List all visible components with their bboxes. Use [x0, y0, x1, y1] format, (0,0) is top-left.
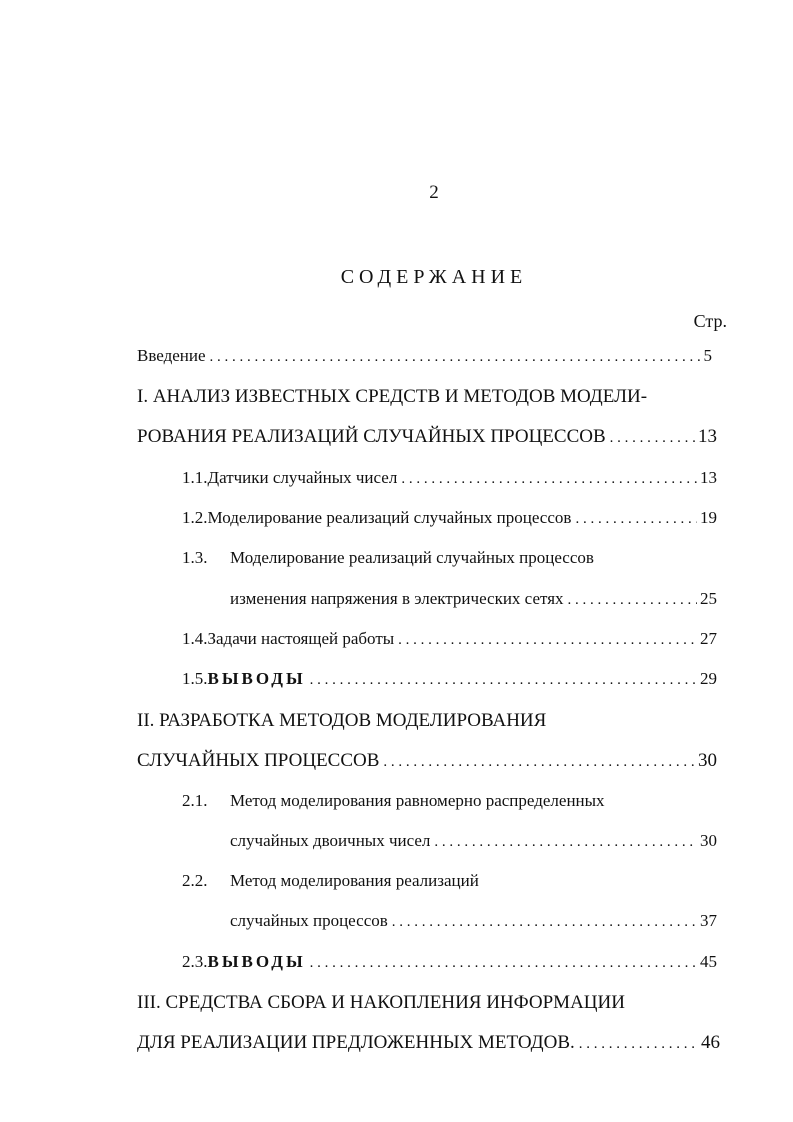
toc-entry-text: II. РАЗРАБОТКА МЕТОДОВ МОДЕЛИРОВАНИЯ: [137, 710, 547, 731]
toc-entry-2-1: [182, 791, 717, 817]
toc-entry-page: 13: [698, 426, 717, 447]
toc-entry-text: случайных двоичных чисел: [230, 831, 431, 850]
toc-entry-text: Метод моделирования равномерно распределенных: [230, 791, 605, 810]
toc-entry-text: Введение: [137, 346, 206, 365]
leader-dots: [579, 1036, 698, 1053]
leader-dots: [398, 632, 697, 649]
toc-entry-introduction: [137, 346, 712, 372]
toc-entry-chapter-3: [137, 992, 717, 1018]
toc-entry-text: Метод моделирования реализаций: [230, 871, 479, 890]
toc-entry-chapter-3-cont: [137, 1032, 720, 1058]
toc-entry-2-1-cont: [230, 831, 717, 857]
toc-entry-page: 25: [700, 589, 717, 608]
toc-entry-text: ВЫВОДЫ: [207, 952, 306, 971]
leader-dots: [401, 471, 697, 488]
leader-dots: [568, 592, 697, 609]
leader-dots: [434, 834, 697, 851]
toc-entry-1-3: [182, 548, 717, 574]
toc-entry-text: I. АНАЛИЗ ИЗВЕСТНЫХ СРЕДСТВ И МЕТОДОВ МОДЕЛИ-: [137, 386, 648, 407]
toc-entry-text: Моделирование реализаций случайных процессов: [207, 508, 572, 527]
leader-dots: [575, 511, 697, 528]
toc-entry-2-3: [182, 952, 717, 978]
toc-entry-text: РОВАНИЯ РЕАЛИЗАЦИЙ СЛУЧАЙНЫХ ПРОЦЕССОВ: [137, 426, 606, 447]
toc-entry-text: Моделирование реализаций случайных процессов: [230, 548, 594, 567]
toc-entry-page: 45: [700, 952, 717, 971]
toc-entry-text: ДЛЯ РЕАЛИЗАЦИИ ПРЕДЛОЖЕННЫХ МЕТОДОВ.: [137, 1032, 575, 1053]
toc-entry-chapter-2: [137, 710, 717, 736]
toc-entry-1-1: [182, 468, 717, 494]
toc-entry-page: 5: [703, 346, 712, 365]
toc-entry-text: ВЫВОДЫ: [207, 669, 306, 688]
toc-entry-1-2: [182, 508, 717, 534]
toc-entry-page: 27: [700, 629, 717, 648]
toc-entry-1-4: [182, 629, 717, 655]
toc-entry-text: изменения напряжения в электрических сетях: [230, 589, 564, 608]
toc-entry-page: 19: [700, 508, 717, 527]
toc-entry-2-2: [182, 871, 717, 897]
page-number: 2: [429, 182, 439, 203]
toc-entry-number: 2.2.: [182, 871, 208, 890]
toc-entry-number: 1.1.: [182, 468, 208, 487]
toc-entry-1-3-cont: [230, 589, 717, 615]
toc-entry-number: 2.1.: [182, 791, 208, 810]
toc-entry-page: 37: [700, 911, 717, 930]
toc-entry-chapter-2-cont: [137, 750, 717, 776]
leader-dots: [392, 914, 697, 931]
leader-dots: [383, 754, 695, 771]
toc-entry-chapter-1: [137, 386, 717, 412]
toc-entry-chapter-1-cont: [137, 426, 717, 452]
toc-entry-number: 1.5.: [182, 669, 208, 688]
toc-entry-page: 13: [700, 468, 717, 487]
toc-entry-1-5: [182, 669, 717, 695]
toc-entry-page: 46: [701, 1032, 720, 1053]
toc-entry-number: 2.3.: [182, 952, 208, 971]
toc-entry-text: СЛУЧАЙНЫХ ПРОЦЕССОВ: [137, 750, 380, 771]
leader-dots: [310, 672, 697, 689]
page-title: СОДЕРЖАНИЕ: [340, 266, 528, 288]
toc-entry-text: III. СРЕДСТВА СБОРА И НАКОПЛЕНИЯ ИНФОРМАЦИИ: [137, 992, 625, 1013]
toc-entry-number: 1.2.: [182, 508, 208, 527]
page-column-label: Стр.: [693, 311, 727, 331]
toc-entry-2-2-cont: [230, 911, 717, 937]
toc-entry-number: 1.3.: [182, 548, 208, 567]
toc-entry-text: случайных процессов: [230, 911, 388, 930]
toc-entry-text: Датчики случайных чисел: [207, 468, 398, 487]
leader-dots: [310, 955, 697, 972]
toc-entry-text: Задачи настоящей работы: [207, 629, 395, 648]
toc-entry-page: 29: [700, 669, 717, 688]
toc-entry-page: 30: [698, 750, 717, 771]
leader-dots: [610, 430, 695, 447]
toc-entry-number: 1.4.: [182, 629, 208, 648]
leader-dots: [210, 349, 701, 366]
toc-entry-page: 30: [700, 831, 717, 850]
